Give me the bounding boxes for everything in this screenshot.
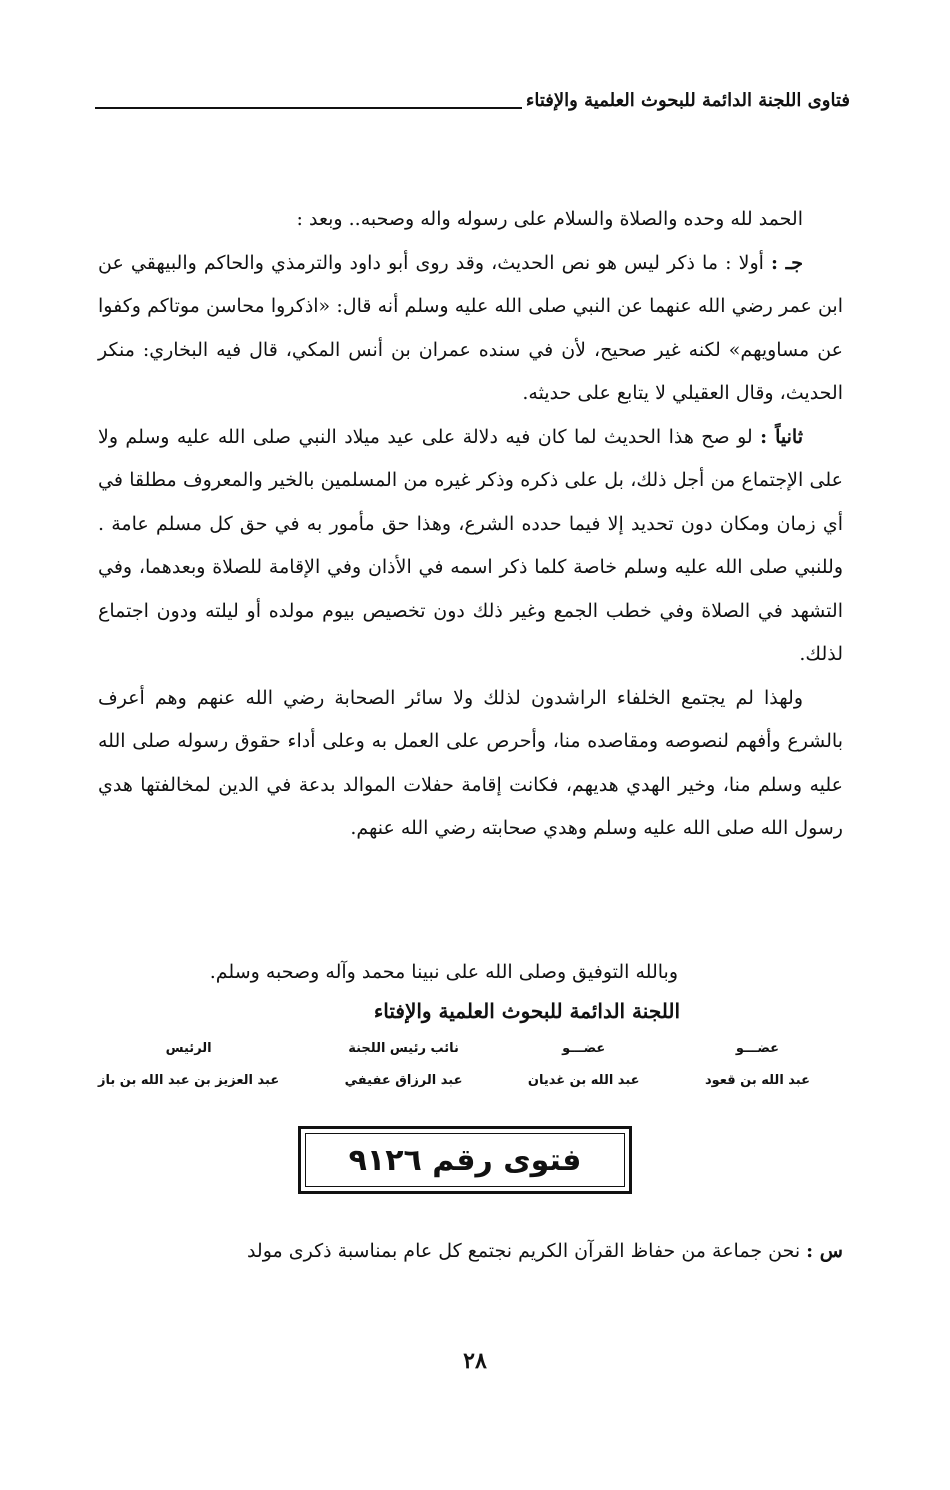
page-number: ٢٨ bbox=[463, 1348, 487, 1374]
closing-line: وبالله التوفيق وصلى الله على نبينا محمد وآله وصحبه وسلم. bbox=[209, 961, 678, 983]
fatwa-number-box bbox=[298, 1126, 632, 1194]
answer-third-paragraph: ولهذا لم يجتمع الخلفاء الراشدون لذلك ولا سائر الصحابة رضي الله عنهم وهم أعرف بالشرع وأفهم لنصوصه ومقاصده منا، وأحرص على العمل به وعلى أداء حقوق رسوله صلى الله عليه وسلم منا، وخير الهدي هديهم، فكانت إقامة حفلات الموالد بدعة في الدين لمخالفتها هدي رسول الله صلى الله عليه وسلم وهدي صحابته رضي الله عنهم. bbox=[98, 686, 843, 839]
signature-name: عبد الرزاق عفيفي bbox=[344, 1073, 463, 1088]
signature-member-2 bbox=[528, 1038, 640, 1096]
question-line bbox=[98, 1231, 843, 1271]
fatwa-number-frame bbox=[305, 1133, 625, 1187]
running-header bbox=[95, 88, 850, 112]
signature-block bbox=[98, 1038, 810, 1096]
signature-role: عضـــو bbox=[735, 1041, 780, 1056]
committee-name: اللجنة الدائمة للبحوث العلمية والإفتاء bbox=[373, 999, 680, 1023]
signature-chairman bbox=[98, 1038, 279, 1096]
second-marker: ثانياً : bbox=[760, 425, 803, 448]
signature-role: نائب رئيس اللجنة bbox=[348, 1041, 459, 1056]
signature-name: عبد العزيز بن عبد الله بن باز bbox=[98, 1073, 280, 1088]
header-rule bbox=[95, 107, 522, 109]
signature-name: عبد الله بن غديان bbox=[527, 1073, 640, 1088]
answer-second-text: لو صح هذا الحديث لما كان فيه دلالة على عيد ميلاد النبي صلى الله عليه وسلم ولا على الإجتماع من أجل ذلك، بل على ذكره وذكر غيره من المسلمين بالخير والمعروف مطلقا في أي زمان ومكان دون تحديد إلا فيما حدده الشرع، وهذا حق مأمور به في حق كل مسلم عامة . وللنبي صلى الله عليه وسلم خاصة كلما ذكر اسمه في الأذان وفي الإقامة للصلاة وبعدهما، وفي التشهد في الصلاة وفي خطب الجمع وغير ذلك دون تخصيص بيوم مولده أو ليلته ودون اجتماع لذلك. bbox=[98, 425, 843, 665]
answer-first-text: أولا : ما ذكر ليس هو نص الحديث، وقد روى أبو داود والترمذي والحاكم والبيهقي عن ابن عمر رضي الله عنهما عن النبي صلى الله عليه وسلم أنه قال: «اذكروا محاسن موتاكم وكفوا عن مساويهم» لكنه غير صحيح، لأن في سنده عمران بن أنس المكي، قال فيه البخاري: منكر الحديث، وقال العقيلي لا يتابع على حديثه. bbox=[98, 251, 843, 404]
signature-vice-chairman bbox=[345, 1038, 463, 1096]
answer-marker: جـ : bbox=[771, 251, 803, 274]
opening-paragraph: الحمد لله وحده والصلاة والسلام على رسوله واله وصحبه.. وبعد : bbox=[296, 208, 803, 230]
signature-role: الرئيس bbox=[165, 1041, 212, 1056]
answer-second-paragraph bbox=[98, 416, 843, 677]
question-marker: س : bbox=[806, 1240, 843, 1262]
signature-member-1 bbox=[705, 1038, 810, 1096]
fatwa-number-label: فتوى رقم ٩١٢٦ bbox=[348, 1142, 582, 1178]
signature-name: عبد الله بن قعود bbox=[704, 1073, 810, 1088]
fatwa-answer-text bbox=[98, 198, 843, 851]
signature-role: عضـــو bbox=[562, 1041, 606, 1056]
question-text: نحن جماعة من حفاظ القرآن الكريم نجتمع كل عام بمناسبة ذكرى مولد bbox=[246, 1240, 801, 1262]
answer-first-paragraph bbox=[98, 242, 843, 416]
running-title: فتاوى اللجنة الدائمة للبحوث العلمية والإفتاء bbox=[525, 90, 850, 111]
